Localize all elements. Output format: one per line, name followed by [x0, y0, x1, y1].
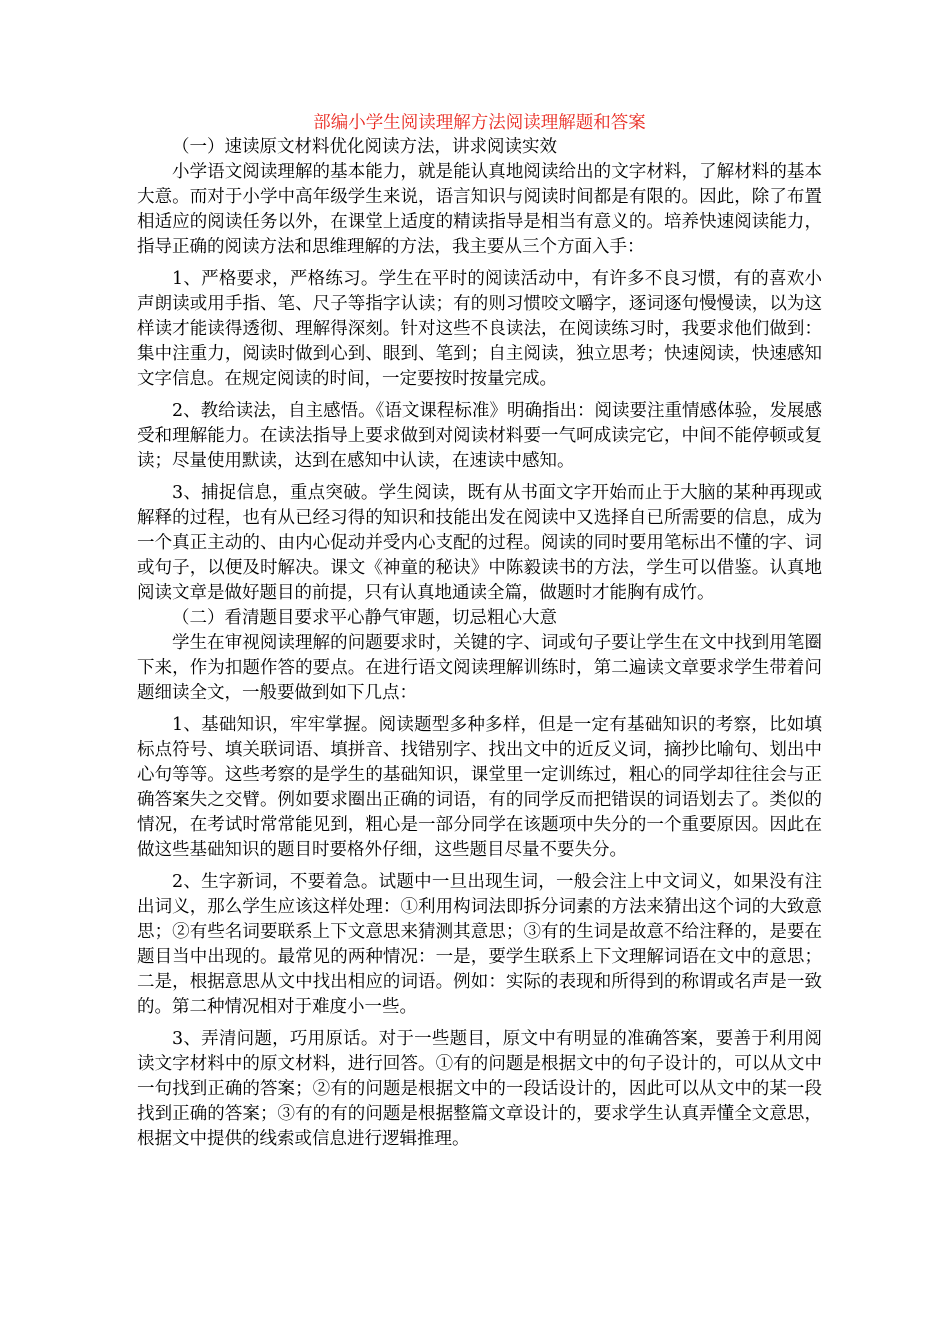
paragraph: 2、教给读法，自主感悟。《语文课程标准》明确指出：阅读要注重情感体验，发展感受和理解能力。在读法指导上要求做到对阅读材料要一气呵成读完它，中间不能停顿或复读；尽量使用默读，达到在感知中认读，在速读中感知。 [137, 401, 822, 471]
paragraph: 学生在审视阅读理解的问题要求时，关键的字、词或句子要让学生在文中找到用笔圈下来，作为扣题作答的要点。在进行语文阅读理解训练时，第二遍读文章要求学生带着问题细读全文，一般要做到如下几点： [137, 633, 822, 703]
document-page [137, 111, 822, 1159]
paragraph: 3、弄清问题，巧用原话。对于一些题目，原文中有明显的准确答案，要善于利用阅读文字材料中的原文材料，进行回答。①有的问题是根据文中的句子设计的，可以从文中一句找到正确的答案；②有的问题是根据文中的一段话设计的，因此可以从文中的某一段找到正确的答案；③有的有的问题是根据整篇文章设计的，要求学生认真弄懂全文意思，根据文中提供的线索或信息进行逻辑推理。 [137, 1029, 822, 1149]
document-title: 部编小学生阅读理解方法阅读理解题和答案 [313, 113, 646, 133]
paragraph: 1、严格要求，严格练习。学生在平时的阅读活动中，有许多不良习惯，有的喜欢小声朗读或用手指、笔、尺子等指字认读；有的则习惯咬文嚼字，逐词逐句慢慢读，以为这样读才能读得透彻、理解得深刻。针对这些不良读法，在阅读练习时，我要求他们做到：集中注重力，阅读时做到心到、眼到、笔到；自主阅读，独立思考；快速阅读，快速感知文字信息。在规定阅读的时间，一定要按时按量完成。 [137, 269, 822, 389]
section-heading-2: （二）看清题目要求平心静气审题，切忌粗心大意 [172, 608, 557, 628]
paragraph: 3、捕捉信息，重点突破。学生阅读，既有从书面文字开始而止于大脑的某种再现或解释的过程，也有从已经习得的知识和技能出发在阅读中又选择自已所需要的信息，成为一个真正主动的、由内心促动并受内心支配的过程。阅读的同时要用笔标出不懂的字、词或句子，以便及时解决。课文《神童的秘诀》中陈毅读书的方法，学生可以借鉴。认真地阅读文章是做好题目的前提，只有认真地通读全篇，做题时才能胸有成竹。 [137, 483, 822, 603]
paragraph: 小学语文阅读理解的基本能力，就是能认真地阅读给出的文字材料，了解材料的基本大意。而对于小学中高年级学生来说，语言知识与阅读时间都是有限的。因此，除了布置相适应的阅读任务以外，在课堂上适度的精读指导是相当有意义的。培养快速阅读能力，指导正确的阅读方法和思维理解的方法，我主要从三个方面入手： [137, 162, 822, 257]
section-heading-1: （一）速读原文材料优化阅读方法，讲求阅读实效 [172, 137, 557, 157]
paragraph: 1、基础知识，牢牢掌握。阅读题型多种多样，但是一定有基础知识的考察，比如填标点符号、填关联词语、填拼音、找错别字、找出文中的近反义词，摘抄比喻句、划出中心句等等。这些考察的是学生的基础知识，课堂里一定训练过，粗心的同学却往往会与正确答案失之交臂。例如要求圈出正确的词语，有的同学反而把错误的词语划去了。类似的情况，在考试时常常能见到，粗心是一部分同学在该题项中失分的一个重要原因。因此在做这些基础知识的题目时要格外仔细，这些题目尽量不要失分。 [137, 715, 822, 860]
paragraph: 2、生字新词，不要着急。试题中一旦出现生词，一般会注上中文词义，如果没有注出词义，那么学生应该这样处理：①利用构词法即拆分词素的方法来猜出这个词的大致意思；②有些名词要联系上下文意思来猜测其意思；③有的生词是故意不给注释的，是要在题目当中出现的。最常见的两种情况：一是，要学生联系上下文理解词语在文中的意思；二是，根据意思从文中找出相应的词语。例如：实际的表现和所得到的称谓或名声是一致的。第二种情况相对于难度小一些。 [137, 872, 822, 1017]
